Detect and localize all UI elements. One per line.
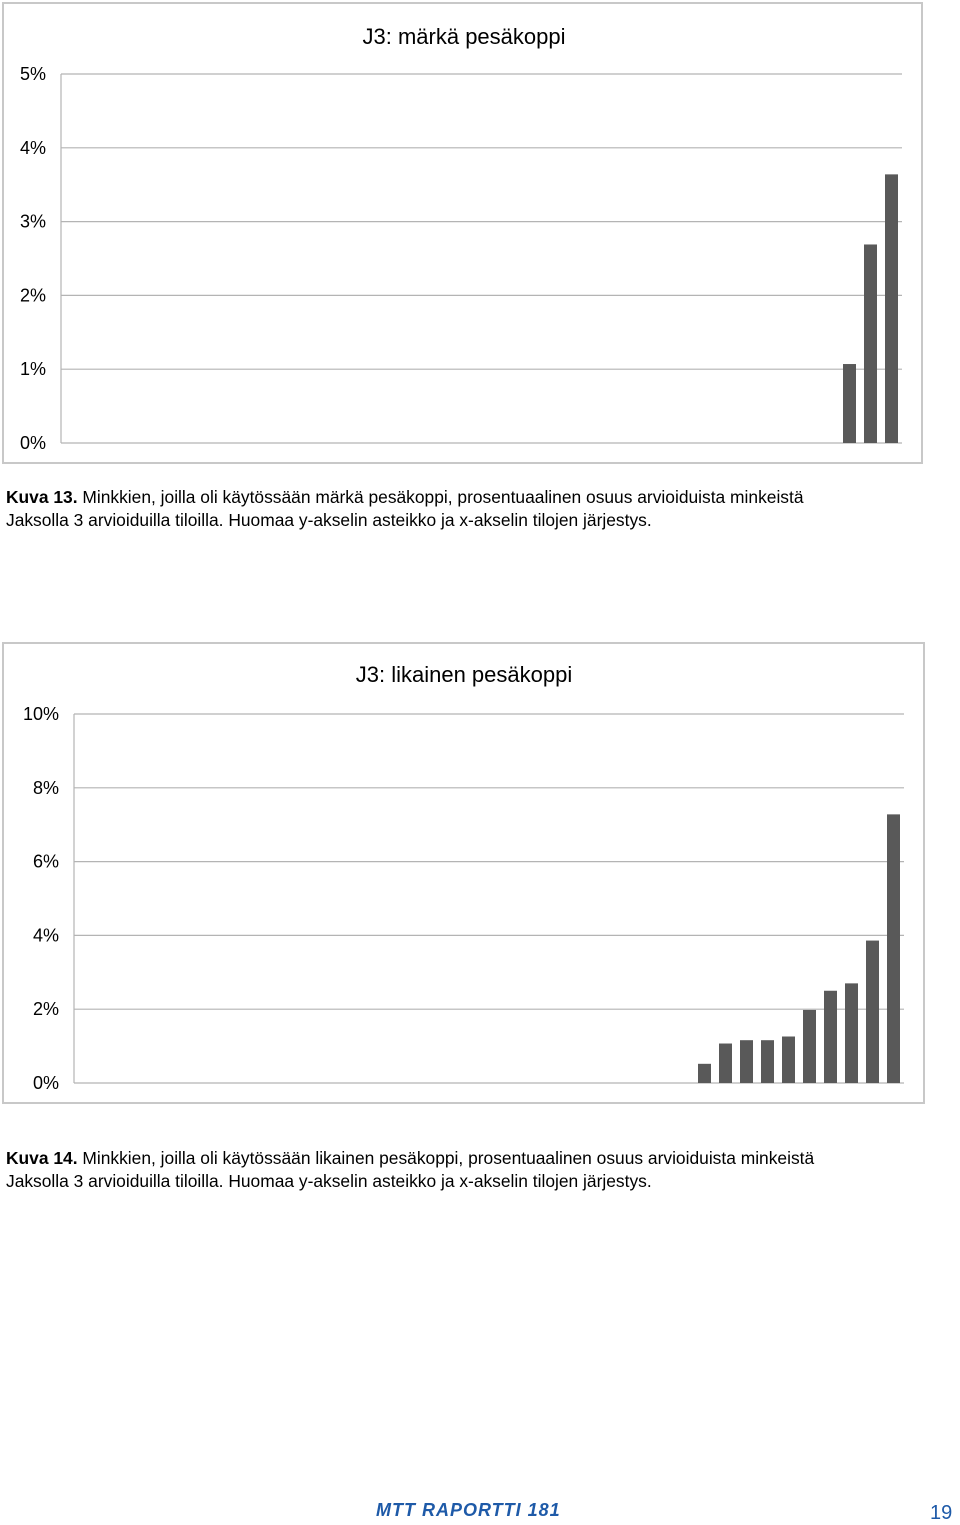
caption-text: Jaksolla 3 arvioiduilla tiloilla. Huomaa y-akselin asteikko ja x-akselin tilojen järjestys. (6, 510, 652, 530)
y-tick-label: 8% (32, 777, 59, 798)
y-tick-label: 4% (32, 925, 59, 946)
bar (887, 814, 900, 1083)
y-tick-label: 2% (19, 285, 46, 306)
chart-dirty-nestbox-svg (4, 644, 927, 1106)
bar (782, 1037, 795, 1083)
y-tick-label: 0% (19, 433, 46, 453)
bar (824, 991, 837, 1083)
caption-text: Jaksolla 3 arvioiduilla tiloilla. Huomaa y-akselin asteikko ja x-akselin tilojen järjestys. (6, 1171, 652, 1191)
caption-label: Kuva 14. (6, 1148, 78, 1168)
caption-text: Minkkien, joilla oli käytössään likainen pesäkoppi, prosentuaalinen osuus arvioiduista minkeistä (77, 1148, 815, 1168)
page-number: 19 (930, 1502, 953, 1524)
y-tick-label: 1% (19, 359, 46, 380)
caption-text: Minkkien, joilla oli käytössään märkä pesäkoppi, prosentuaalinen osuus arvioiduista minkeistä (77, 487, 804, 507)
bar (885, 174, 898, 443)
y-tick-label: 3% (19, 211, 46, 232)
chart-wet-nestbox-svg (4, 4, 925, 466)
caption-label: Kuva 13. (6, 487, 78, 507)
y-tick-label: 0% (32, 1073, 59, 1093)
bar (845, 983, 858, 1083)
publication-title: MTT RAPORTTI 181 (376, 1500, 561, 1520)
y-tick-label: 6% (32, 851, 59, 872)
bar (719, 1044, 732, 1083)
y-tick-label: 4% (19, 137, 46, 158)
bar (843, 364, 856, 443)
figure-caption-13 (6, 486, 958, 532)
chart-title: J3: likainen pesäkoppi (355, 662, 573, 687)
bar (866, 941, 879, 1083)
bar (761, 1040, 774, 1083)
bar (698, 1064, 711, 1083)
chart-title: J3: märkä pesäkoppi (362, 24, 566, 49)
y-tick-label: 5% (19, 64, 46, 84)
chart-wet-nestbox (2, 2, 923, 464)
y-tick-label: 10% (22, 704, 59, 724)
bar (740, 1040, 753, 1083)
bar (864, 244, 877, 443)
bar (803, 1010, 816, 1083)
chart-dirty-nestbox (2, 642, 925, 1104)
figure-caption-14 (6, 1147, 958, 1193)
y-tick-label: 2% (32, 999, 59, 1020)
